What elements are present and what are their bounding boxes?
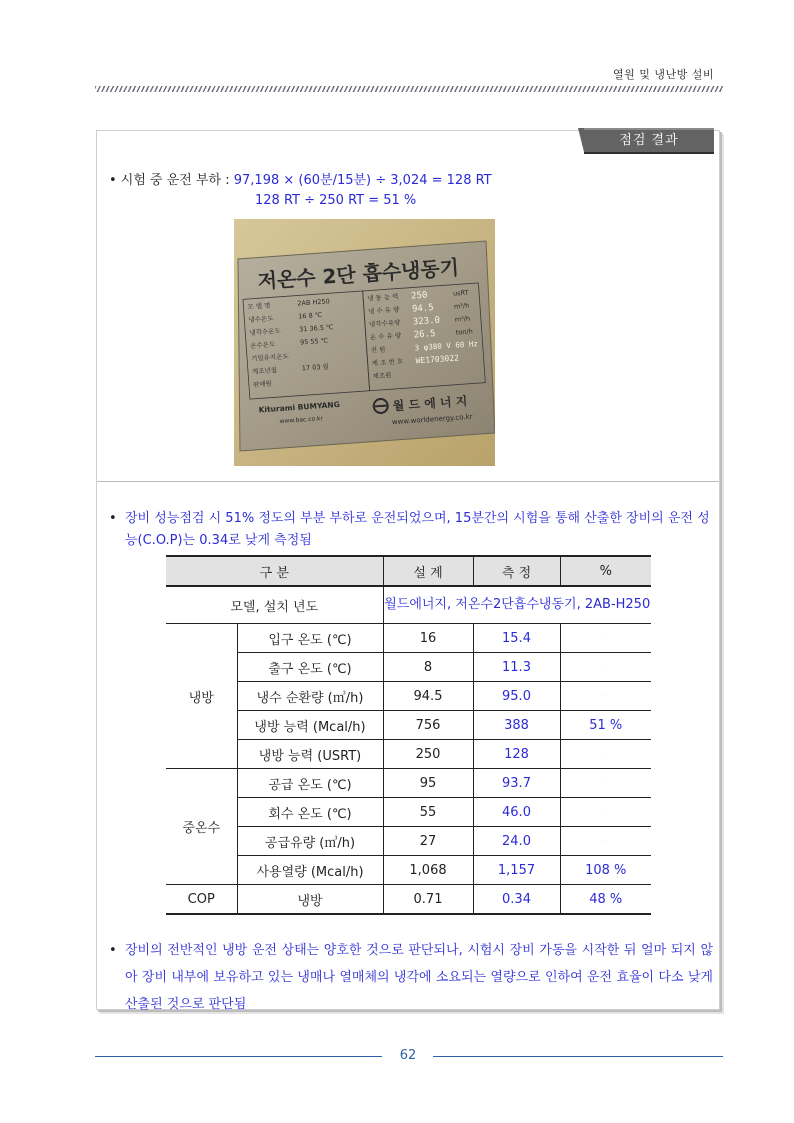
header-title: 열원 및 냉난방 설비 [613,68,714,81]
row-percent: - [560,827,651,856]
np-left-value-3: 95 55 ℃ [299,336,329,347]
np-right-label-1: 냉 수 유 량 [367,305,400,316]
row-percent: - [560,798,651,827]
nameplate-title: 저온수 2단 흡수냉동기 [256,255,460,294]
np-left-label-2: 냉각수온도 [249,326,281,337]
bullet-dot: • [109,943,117,958]
table-row [166,653,651,682]
np-right-value-0: 250 [410,290,428,302]
row-percent: 108 % [560,856,651,885]
header-percent: % [560,556,651,586]
np-right-unit-1: m³/h [453,301,470,311]
table-header-row [166,556,651,586]
row-measured: 1,157 [473,856,560,885]
np-left-value-5: 17 03 월 [301,362,330,373]
row-item: 공급유량 (㎥/h) [237,827,383,856]
group-cooling: 냉방 [166,624,237,769]
np-right-value-5: WE1703022 [415,353,460,366]
np-left-label-3: 온수온도 [249,340,276,350]
row-design: 55 [383,798,473,827]
np-maker: 월 드 에 너 지 [392,393,468,414]
np-brand-url: www.bac.co.kr [279,415,324,426]
row-design: 1,068 [383,856,473,885]
np-right-value-4: 3 φ380 V 60 Hz [414,339,479,353]
row-item: 사용열량 (Mcal/h) [237,856,383,885]
row-measured: 128 [473,740,560,769]
np-right-label-5: 제 조 번 호 [371,357,404,368]
row-item: 냉방 능력 (USRT) [237,740,383,769]
footer-line-right [433,1056,723,1057]
panel-divider [97,481,719,482]
np-right-unit-0: usRT [452,288,469,298]
load-formula-1: 97,198 × (60분/15분) ÷ 3,024 = 128 RT [233,173,492,188]
row-percent: - [560,740,651,769]
np-right-label-6: 제조원 [372,371,392,381]
row-percent: - [560,682,651,711]
row-design: 756 [383,711,473,740]
table-row [166,740,651,769]
table-row [166,856,651,885]
model-value: 월드에너지, 저온수2단흡수냉동기, 2AB-H250 [383,586,651,624]
np-left-value-2: 31 36.5 ℃ [298,323,334,334]
row-item: 회수 온도 (℃) [237,798,383,827]
performance-bullet [109,508,713,552]
conclusion-text: 장비의 전반적인 냉방 운전 상태는 양호한 것으로 판단되나, 시험시 장비 가동을 시작한 뒤 얼마 되지 않아 장비 내부에 보유하고 있는 냉매나 열매체의 냉각에 소요되는 열량으로 인하여 운전 효율이 다소 낮게 산출된 것으로 판단됨 [125,943,713,1012]
np-right-value-1: 94.5 [411,303,435,315]
np-left-label-4: 기밀유지온도 [250,352,289,363]
header-design: 설 계 [383,556,473,586]
table-row [166,711,651,740]
row-measured: 0.34 [473,885,560,915]
result-tab: 점검 결과 [584,128,714,152]
table-row [166,586,651,624]
conclusion-bullet [109,937,713,1018]
np-left-value-0: 2AB H250 [297,297,330,308]
nameplate-photo [234,219,495,466]
bullet-dot: • [109,511,117,526]
performance-table [166,555,651,915]
np-right-unit-3: ton/h [455,327,473,337]
row-measured: 388 [473,711,560,740]
table-row [166,827,651,856]
model-label: 모델, 설치 년도 [166,586,383,624]
np-left-label-6: 판매원 [252,379,273,389]
np-right-value-3: 26.5 [413,329,436,341]
row-percent: - [560,653,651,682]
row-design: 16 [383,624,473,653]
row-design: 250 [383,740,473,769]
row-measured: 95.0 [473,682,560,711]
table-row [166,798,651,827]
footer-line-left [95,1056,382,1057]
row-design: 94.5 [383,682,473,711]
inspection-panel [96,130,720,1010]
row-measured: 46.0 [473,798,560,827]
row-design: 0.71 [383,885,473,915]
row-percent: 51 % [560,711,651,740]
group-cop: COP [166,885,237,915]
page-number: 62 [399,1048,417,1063]
np-left-label-5: 제조년월 [251,366,278,376]
np-left-label-1: 냉수온도 [248,314,274,325]
row-percent: - [560,769,651,798]
np-right-value-2: 323.0 [412,315,441,328]
row-item: 출구 온도 (℃) [237,653,383,682]
row-item: 냉방 [237,885,383,915]
table-row [166,682,651,711]
row-measured: 11.3 [473,653,560,682]
np-maker-url: www.worldenergy.co.kr [391,412,473,427]
np-right-label-4: 전 원 [370,345,386,355]
header-hatch-divider [95,86,723,92]
load-bullet [109,169,492,188]
row-design: 27 [383,827,473,856]
row-measured: 24.0 [473,827,560,856]
row-measured: 15.4 [473,624,560,653]
row-design: 95 [383,769,473,798]
load-formula-2: 128 RT ÷ 250 RT = 51 % [255,193,417,208]
np-right-unit-2: m³/h [454,314,471,324]
table-row-cop [166,885,651,915]
row-item: 냉방 능력 (Mcal/h) [237,711,383,740]
row-item: 입구 온도 (℃) [237,624,383,653]
header-category: 구 분 [166,556,383,586]
row-design: 8 [383,653,473,682]
np-brand: Kiturami BUMYANG [258,399,341,415]
table-row [166,769,651,798]
np-left-value-1: 16 8 ℃ [297,310,323,321]
table-row [166,624,651,653]
group-hot-water: 중온수 [166,769,237,885]
header-measured: 측 정 [473,556,560,586]
np-right-label-0: 냉 동 능 력 [366,292,399,303]
np-left-label-0: 모 델 명 [247,301,271,312]
row-percent: 48 % [560,885,651,915]
load-label: • 시험 중 운전 부하 : [109,173,234,188]
row-item: 공급 온도 (℃) [237,769,383,798]
row-percent: - [560,624,651,653]
row-measured: 93.7 [473,769,560,798]
performance-text: 장비 성능점검 시 51% 정도의 부분 부하로 운전되었으며, 15분간의 시험을 통해 산출한 장비의 운전 성능(C.O.P)는 0.34로 낮게 측정됨 [125,511,710,548]
np-right-label-2: 냉각수유량 [368,318,401,329]
row-item: 냉수 순환량 (㎥/h) [237,682,383,711]
np-right-label-3: 온 수 유 량 [369,331,402,342]
